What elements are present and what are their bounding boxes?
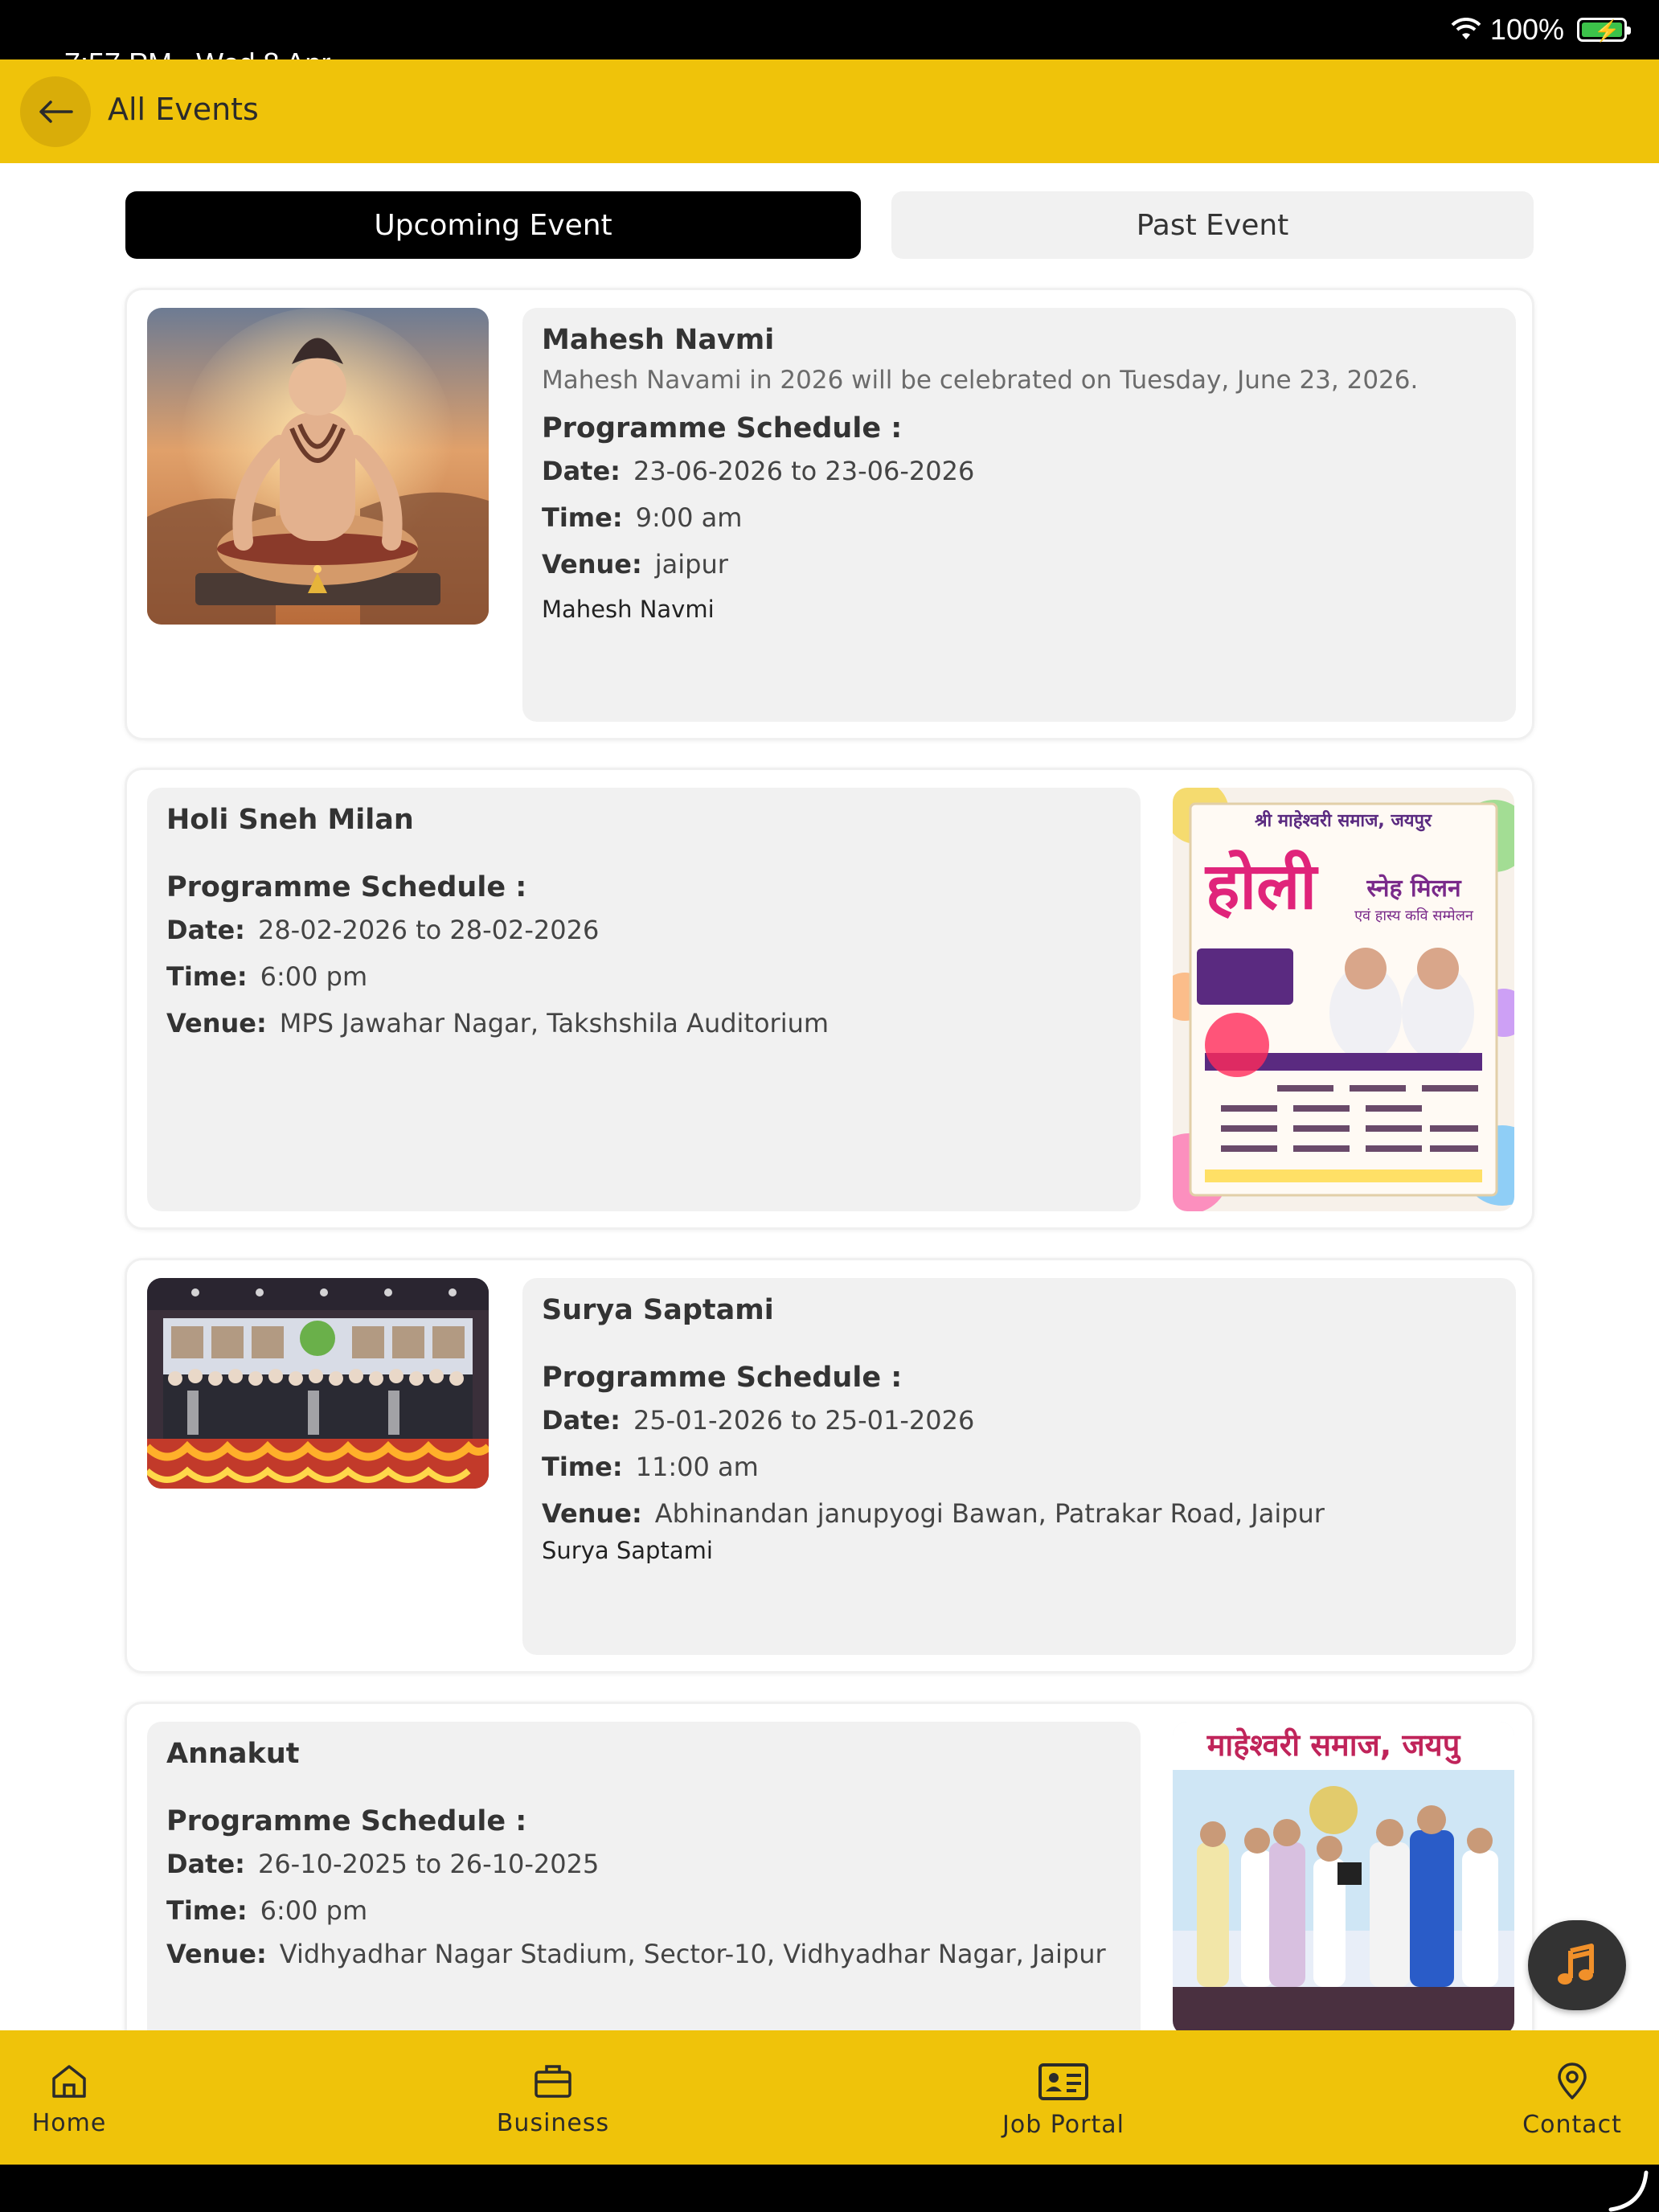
holi-poster-subtitle-2: एवं हास्य कवि सम्मेलन bbox=[1354, 907, 1473, 924]
event-date: Date: 28-02-2026 to 28-02-2026 bbox=[166, 915, 600, 945]
schedule-heading: Programme Schedule : bbox=[542, 412, 903, 444]
home-indicator-icon bbox=[1595, 2165, 1659, 2212]
charging-bolt-icon: ⚡ bbox=[1594, 18, 1620, 43]
nav-home[interactable] bbox=[29, 2062, 109, 2137]
home-icon bbox=[49, 2062, 89, 2099]
system-home-bar bbox=[0, 2165, 1659, 2212]
event-venue: Venue: Vidhyadhar Nagar Stadium, Sector-10, Vidhyadhar Nagar, Jaipur bbox=[166, 1939, 1106, 1969]
event-date: Date: 23-06-2026 to 23-06-2026 bbox=[542, 456, 975, 486]
event-date: Date: 26-10-2025 to 26-10-2025 bbox=[166, 1849, 600, 1879]
event-note: Surya Saptami bbox=[542, 1537, 713, 1564]
holi-poster-title: होली bbox=[1205, 849, 1317, 924]
event-time: Time: 9:00 am bbox=[542, 502, 743, 533]
holi-poster-subtitle: स्नेह मिलन bbox=[1366, 875, 1461, 903]
event-image-holi-poster bbox=[1173, 788, 1514, 1211]
event-venue: Venue: jaipur bbox=[542, 549, 728, 580]
nav-contact[interactable] bbox=[1508, 2062, 1636, 2139]
music-button[interactable] bbox=[1528, 1920, 1626, 2010]
event-time: Time: 6:00 pm bbox=[166, 961, 368, 992]
battery-icon bbox=[1577, 18, 1627, 42]
tab-past-event[interactable]: Past Event bbox=[891, 191, 1534, 259]
event-note: Mahesh Navmi bbox=[542, 596, 715, 623]
event-card[interactable] bbox=[125, 288, 1534, 740]
nav-job-portal[interactable] bbox=[987, 2062, 1140, 2139]
event-image-annakut bbox=[1173, 1722, 1514, 2035]
briefcase-icon bbox=[533, 2062, 573, 2099]
event-image-shiva bbox=[147, 308, 489, 625]
event-image-group-stage bbox=[147, 1278, 489, 1489]
annakut-poster-header: माहेश्वरी समाज, जयपु bbox=[1206, 1727, 1460, 1763]
bottom-navigation bbox=[0, 2030, 1659, 2165]
status-bar bbox=[0, 0, 1659, 59]
page-title: All Events bbox=[108, 92, 259, 127]
schedule-heading: Programme Schedule : bbox=[166, 871, 527, 903]
nav-label: Contact bbox=[1522, 2111, 1622, 2139]
holi-poster-header: श्री माहेश्वरी समाज, जयपुर bbox=[1254, 811, 1432, 831]
event-title: Mahesh Navmi bbox=[542, 324, 775, 356]
event-title: Annakut bbox=[166, 1738, 300, 1770]
tab-upcoming-event[interactable]: Upcoming Event bbox=[125, 191, 861, 259]
battery-percent: 100% bbox=[1489, 13, 1564, 46]
event-description: Mahesh Navami in 2026 will be celebrated on Tuesday, June 23, 2026. bbox=[542, 366, 1419, 395]
event-details-panel bbox=[147, 788, 1141, 1211]
event-details-panel bbox=[522, 1278, 1516, 1655]
event-time: Time: 6:00 pm bbox=[166, 1895, 368, 1926]
app-bar bbox=[0, 59, 1659, 163]
nav-business[interactable] bbox=[481, 2062, 625, 2137]
arrow-left-icon bbox=[38, 100, 73, 124]
event-date: Date: 25-01-2026 to 25-01-2026 bbox=[542, 1405, 975, 1436]
event-venue: Venue: Abhinandan janupyogi Bawan, Patrakar Road, Jaipur bbox=[542, 1498, 1325, 1529]
event-details-panel bbox=[522, 308, 1516, 722]
event-title: Holi Sneh Milan bbox=[166, 804, 414, 836]
nav-label: Business bbox=[496, 2109, 610, 2137]
event-card[interactable] bbox=[125, 1258, 1534, 1673]
nav-label: Home bbox=[31, 2109, 107, 2137]
wifi-icon bbox=[1450, 18, 1482, 42]
event-venue: Venue: MPS Jawahar Nagar, Takshshila Auditorium bbox=[166, 1008, 830, 1038]
event-time: Time: 11:00 am bbox=[542, 1452, 759, 1482]
event-title: Surya Saptami bbox=[542, 1294, 774, 1326]
music-note-icon bbox=[1555, 1943, 1600, 1988]
event-card[interactable] bbox=[125, 768, 1534, 1230]
schedule-heading: Programme Schedule : bbox=[166, 1805, 527, 1837]
back-button[interactable] bbox=[20, 76, 91, 147]
id-card-icon bbox=[1038, 2062, 1089, 2101]
nav-label: Job Portal bbox=[1002, 2111, 1124, 2139]
location-pin-icon bbox=[1555, 2062, 1590, 2101]
schedule-heading: Programme Schedule : bbox=[542, 1362, 903, 1394]
